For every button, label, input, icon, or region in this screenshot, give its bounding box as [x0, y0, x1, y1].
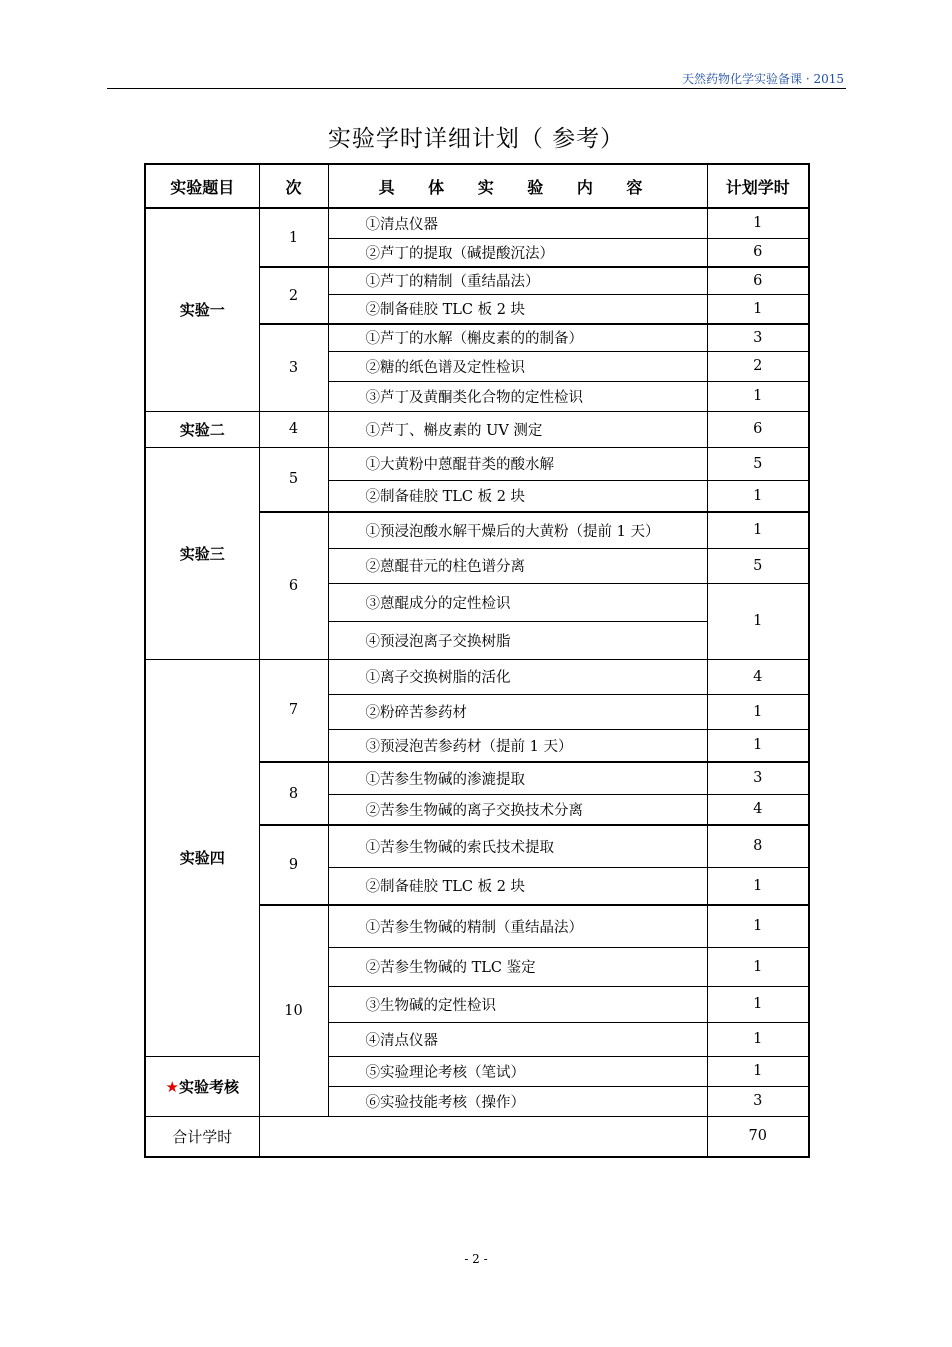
- content-cell: ②制备硅胶 TLC 板 2 块: [328, 294, 707, 324]
- total-row: [145, 1116, 809, 1157]
- content-cell: ③芦丁及黄酮类化合物的定性检识: [328, 381, 707, 411]
- content-cell: ⑤实验理论考核（笔试）: [328, 1056, 707, 1086]
- page-title: 实验学时详细计划（ 参考）: [327, 126, 625, 152]
- hours-cell: 1: [707, 694, 809, 729]
- hours-cell: 5: [707, 548, 809, 583]
- hours-cell: 6: [707, 238, 809, 267]
- hours-cell: 8: [707, 825, 809, 867]
- hours-cell: 1: [707, 381, 809, 411]
- hours-cell: 4: [707, 659, 809, 694]
- table-row: [145, 411, 809, 447]
- hours-cell: 1: [707, 986, 809, 1022]
- content-cell: ③生物碱的定性检识: [328, 986, 707, 1022]
- table-row: [145, 447, 809, 480]
- experiment-label: 实验一: [145, 208, 259, 411]
- hours-cell: 1: [707, 1056, 809, 1086]
- hours-cell: 1: [707, 512, 809, 548]
- session-number: 1: [259, 208, 328, 267]
- hours-cell: 1: [707, 867, 809, 905]
- content-cell: ①大黄粉中蒽醌苷类的酸水解: [328, 447, 707, 480]
- content-cell: ②苦参生物碱的离子交换技术分离: [328, 794, 707, 825]
- schedule-table: [144, 163, 810, 1158]
- header-session: 次: [259, 164, 328, 208]
- content-cell: ②苦参生物碱的 TLC 鉴定: [328, 947, 707, 986]
- session-number: 3: [259, 324, 328, 411]
- session-number: 2: [259, 267, 328, 324]
- content-cell: ②制备硅胶 TLC 板 2 块: [328, 480, 707, 512]
- total-empty-cell: [259, 1116, 707, 1157]
- content-cell: ①预浸泡酸水解干燥后的大黄粉（提前 1 天）: [328, 512, 707, 548]
- star-icon: ★: [165, 1077, 179, 1096]
- session-number: 8: [259, 762, 328, 825]
- hours-cell: 2: [707, 351, 809, 381]
- hours-cell: 1: [707, 583, 809, 659]
- header-content-label: 具 体 实 验 内 容: [378, 177, 657, 197]
- exam-label: 实验考核: [178, 1077, 239, 1096]
- session-number: 5: [259, 447, 328, 512]
- content-cell: ①苦参生物碱的渗漉提取: [328, 762, 707, 794]
- hours-cell: 3: [707, 762, 809, 794]
- session-number: 4: [259, 411, 328, 447]
- hours-cell: 6: [707, 411, 809, 447]
- total-label: 合计学时: [145, 1116, 259, 1157]
- session-number: 10: [259, 905, 328, 1116]
- hours-cell: 1: [707, 480, 809, 512]
- experiment-label-exam: [145, 1056, 259, 1116]
- hours-cell: 1: [707, 1022, 809, 1056]
- content-cell: ③预浸泡苦参药材（提前 1 天）: [328, 729, 707, 762]
- hours-cell: 3: [707, 1086, 809, 1116]
- header-experiment: 实验题目: [145, 164, 259, 208]
- content-cell: ②芦丁的提取（碱提酸沉法）: [328, 238, 707, 267]
- content-cell: ②糖的纸色谱及定性检识: [328, 351, 707, 381]
- total-hours: 70: [707, 1116, 809, 1157]
- table-row: [145, 208, 809, 238]
- experiment-label: 实验四: [145, 659, 259, 1056]
- hours-cell: 4: [707, 794, 809, 825]
- content-cell: ①苦参生物碱的索氏技术提取: [328, 825, 707, 867]
- header-content: [328, 164, 707, 208]
- content-cell: ②粉碎苦参药材: [328, 694, 707, 729]
- content-cell: ②制备硅胶 TLC 板 2 块: [328, 867, 707, 905]
- session-number: 6: [259, 512, 328, 659]
- experiment-label: 实验三: [145, 447, 259, 659]
- hours-cell: 1: [707, 947, 809, 986]
- content-cell: ⑥实验技能考核（操作）: [328, 1086, 707, 1116]
- hours-cell: 5: [707, 447, 809, 480]
- content-cell: ①芦丁的精制（重结晶法）: [328, 267, 707, 294]
- table-row: [145, 1056, 809, 1086]
- content-cell: ①芦丁、槲皮素的 UV 测定: [328, 411, 707, 447]
- session-number: 7: [259, 659, 328, 762]
- header-hours: 计划学时: [707, 164, 809, 208]
- content-cell: ①芦丁的水解（槲皮素的的制备）: [328, 324, 707, 351]
- session-number: 9: [259, 825, 328, 905]
- content-cell: ①清点仪器: [328, 208, 707, 238]
- content-cell: ④预浸泡离子交换树脂: [328, 621, 707, 659]
- hours-cell: 6: [707, 267, 809, 294]
- hours-cell: 1: [707, 294, 809, 324]
- content-cell: ③蒽醌成分的定性检识: [328, 583, 707, 621]
- hours-cell: 1: [707, 905, 809, 947]
- experiment-label: 实验二: [145, 411, 259, 447]
- running-header: 天然药物化学实验备课 · 2015: [682, 72, 844, 86]
- content-cell: ①苦参生物碱的精制（重结晶法）: [328, 905, 707, 947]
- hours-cell: 1: [707, 729, 809, 762]
- hours-cell: 1: [707, 208, 809, 238]
- hours-cell: 3: [707, 324, 809, 351]
- content-cell: ④清点仪器: [328, 1022, 707, 1056]
- header-rule: [107, 88, 846, 89]
- content-cell: ②蒽醌苷元的柱色谱分离: [328, 548, 707, 583]
- table-row: [145, 659, 809, 694]
- content-cell: ①离子交换树脂的活化: [328, 659, 707, 694]
- page-number: - 2 -: [464, 1252, 488, 1266]
- table-header-row: [145, 164, 809, 208]
